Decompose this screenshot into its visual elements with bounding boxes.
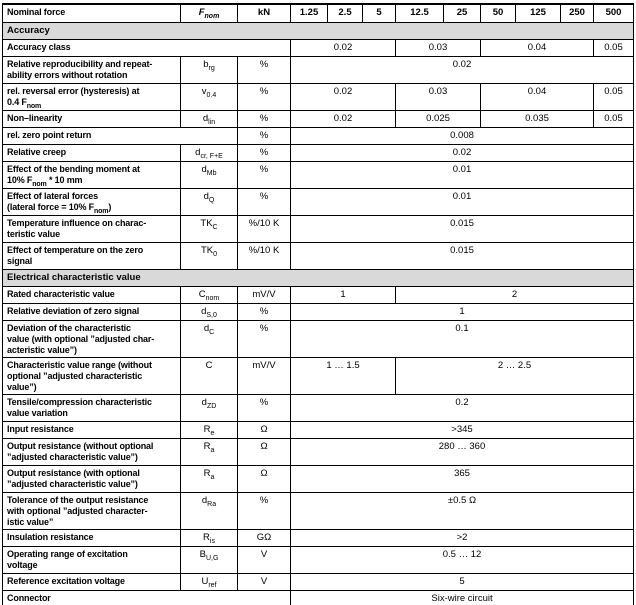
table-row [3, 573, 634, 590]
nominal-force-unit: kN [238, 4, 291, 22]
nominal-force-symbol: $F_{nom}$ [181, 4, 238, 22]
table-row [3, 394, 634, 421]
row-value: Six-wire circuit [291, 590, 634, 605]
table-row [3, 590, 634, 605]
row-symbol: $U_{ref}$ [181, 573, 238, 590]
row-unit: % [238, 110, 291, 127]
row-label: Tensile/compression characteristic value variation [3, 394, 181, 421]
row-label: Non–linearity [3, 110, 181, 127]
row-symbol: $d_{Mb}$ [181, 161, 238, 188]
row-label: Relative creep [3, 144, 181, 161]
table-row [3, 83, 634, 110]
table-row [3, 421, 634, 438]
force-value-header: 2.5 [328, 4, 363, 22]
row-value: 0.008 [291, 127, 634, 144]
row-symbol: $R_{is}$ [181, 529, 238, 546]
row-value: 0.01 [291, 188, 634, 215]
row-label: Output resistance (with optional ”adjusted characteristic value”) [3, 465, 181, 492]
row-label: Input resistance [3, 421, 181, 438]
table-row [3, 286, 634, 303]
row-value: 0.02 [291, 83, 396, 110]
row-unit: % [238, 127, 291, 144]
row-symbol: $d_C$ [181, 320, 238, 357]
section-title: Electrical characteristic value [3, 269, 634, 286]
row-value: 1 [291, 286, 396, 303]
force-value-header: 5 [363, 4, 396, 22]
row-label: Effect of lateral forces (lateral force = 10% $F_{nom}$) [3, 188, 181, 215]
spec-table [2, 3, 634, 605]
row-value: 1 … 1.5 [291, 357, 396, 394]
row-label: Effect of temperature on the zero signal [3, 242, 181, 269]
row-value: 0.015 [291, 215, 634, 242]
row-value: 0.1 [291, 320, 634, 357]
row-label: Characteristic value range (without optional ”adjusted characteristic value”) [3, 357, 181, 394]
spec-table-body [3, 22, 634, 605]
row-symbol: $R_e$ [181, 421, 238, 438]
table-row [3, 546, 634, 573]
force-value-header: 125 [516, 4, 561, 22]
row-symbol: $B_{U,G}$ [181, 546, 238, 573]
row-value: 0.02 [291, 144, 634, 161]
row-unit: Ω [238, 421, 291, 438]
row-label: Temperature influence on charac- teristic value [3, 215, 181, 242]
row-value: 0.04 [481, 39, 594, 56]
row-unit: % [238, 492, 291, 529]
row-unit: Ω [238, 465, 291, 492]
row-value: 0.03 [396, 83, 481, 110]
row-symbol: $C_{nom}$ [181, 286, 238, 303]
section-row [3, 269, 634, 286]
force-value-header: 500 [594, 4, 634, 22]
row-value: 0.05 [594, 39, 634, 56]
section-title: Accuracy [3, 22, 634, 39]
row-symbol: $R_a$ [181, 438, 238, 465]
nominal-force-label: Nominal force [3, 4, 181, 22]
table-header-row [3, 4, 634, 22]
force-value-header: 250 [561, 4, 594, 22]
row-label: Deviation of the characteristic value (with optional ”adjusted char- acteristic value”) [3, 320, 181, 357]
table-row [3, 465, 634, 492]
row-value: 0.2 [291, 394, 634, 421]
row-value: 0.5 … 12 [291, 546, 634, 573]
row-value: 0.05 [594, 83, 634, 110]
row-value: ±0.5 Ω [291, 492, 634, 529]
row-label: Operating range of excitation voltage [3, 546, 181, 573]
row-symbol: $d_{Ra}$ [181, 492, 238, 529]
row-symbol: $d_{lin}$ [181, 110, 238, 127]
row-label: Output resistance (without optional ”adjusted characteristic value”) [3, 438, 181, 465]
table-row [3, 215, 634, 242]
row-label: Connector [3, 590, 291, 605]
row-value: 0.025 [396, 110, 481, 127]
row-unit: % [238, 394, 291, 421]
row-value: 0.035 [481, 110, 594, 127]
row-unit: GΩ [238, 529, 291, 546]
row-unit: mV/V [238, 286, 291, 303]
row-value: 0.04 [481, 83, 594, 110]
row-unit: % [238, 56, 291, 83]
row-unit: % [238, 320, 291, 357]
row-label: Effect of the bending moment at 10% $F_{nom} * 10$ mm [3, 161, 181, 188]
table-row [3, 492, 634, 529]
table-row [3, 127, 634, 144]
force-value-header: 25 [444, 4, 481, 22]
row-value: 2 … 2.5 [396, 357, 634, 394]
row-value: 0.02 [291, 56, 634, 83]
row-label: Reference excitation voltage [3, 573, 181, 590]
row-value: 0.05 [594, 110, 634, 127]
row-value: 0.02 [291, 39, 396, 56]
row-label: rel. reversal error (hysteresis) at 0.4 $F_{nom}$ [3, 83, 181, 110]
table-row [3, 39, 634, 56]
table-row [3, 56, 634, 83]
row-symbol: $v_{0.4}$ [181, 83, 238, 110]
row-symbol: $TK_C$ [181, 215, 238, 242]
table-row [3, 357, 634, 394]
row-value: 5 [291, 573, 634, 590]
row-unit: V [238, 573, 291, 590]
row-symbol: $TK_0$ [181, 242, 238, 269]
section-row [3, 22, 634, 39]
row-label: Rated characteristic value [3, 286, 181, 303]
table-row [3, 303, 634, 320]
row-unit: % [238, 188, 291, 215]
row-value: 0.015 [291, 242, 634, 269]
row-unit: V [238, 546, 291, 573]
row-symbol: $d_{cr, F+E}$ [181, 144, 238, 161]
row-value: 1 [291, 303, 634, 320]
force-value-header: 50 [481, 4, 516, 22]
row-label: Accuracy class [3, 39, 291, 56]
row-label: Tolerance of the output resistance with optional ”adjusted character- istic value” [3, 492, 181, 529]
row-value: >2 [291, 529, 634, 546]
force-value-header: 12.5 [396, 4, 444, 22]
row-symbol: $d_{S,0}$ [181, 303, 238, 320]
table-row [3, 161, 634, 188]
row-label: rel. zero point return [3, 127, 238, 144]
row-value: 0.02 [291, 110, 396, 127]
table-row [3, 242, 634, 269]
table-row [3, 144, 634, 161]
row-unit: mV/V [238, 357, 291, 394]
row-value: 365 [291, 465, 634, 492]
table-row [3, 529, 634, 546]
row-symbol: $d_Q$ [181, 188, 238, 215]
table-row [3, 110, 634, 127]
row-value: 0.01 [291, 161, 634, 188]
force-value-header: 1.25 [291, 4, 328, 22]
row-unit: %/10 K [238, 242, 291, 269]
row-unit: Ω [238, 438, 291, 465]
row-symbol: $b_{rg}$ [181, 56, 238, 83]
row-symbol: C [181, 357, 238, 394]
row-label: Relative deviation of zero signal [3, 303, 181, 320]
row-value: 2 [396, 286, 634, 303]
table-row [3, 320, 634, 357]
row-unit: % [238, 144, 291, 161]
row-value: 0.03 [396, 39, 481, 56]
row-unit: % [238, 303, 291, 320]
row-unit: %/10 K [238, 215, 291, 242]
table-row [3, 188, 634, 215]
row-unit: % [238, 83, 291, 110]
row-label: Relative reproducibility and repeat- ability errors without rotation [3, 56, 181, 83]
row-label: Insulation resistance [3, 529, 181, 546]
row-unit: % [238, 161, 291, 188]
row-symbol: $R_a$ [181, 465, 238, 492]
row-symbol: $d_{ZD}$ [181, 394, 238, 421]
row-value: 280 … 360 [291, 438, 634, 465]
row-value: >345 [291, 421, 634, 438]
table-row [3, 438, 634, 465]
